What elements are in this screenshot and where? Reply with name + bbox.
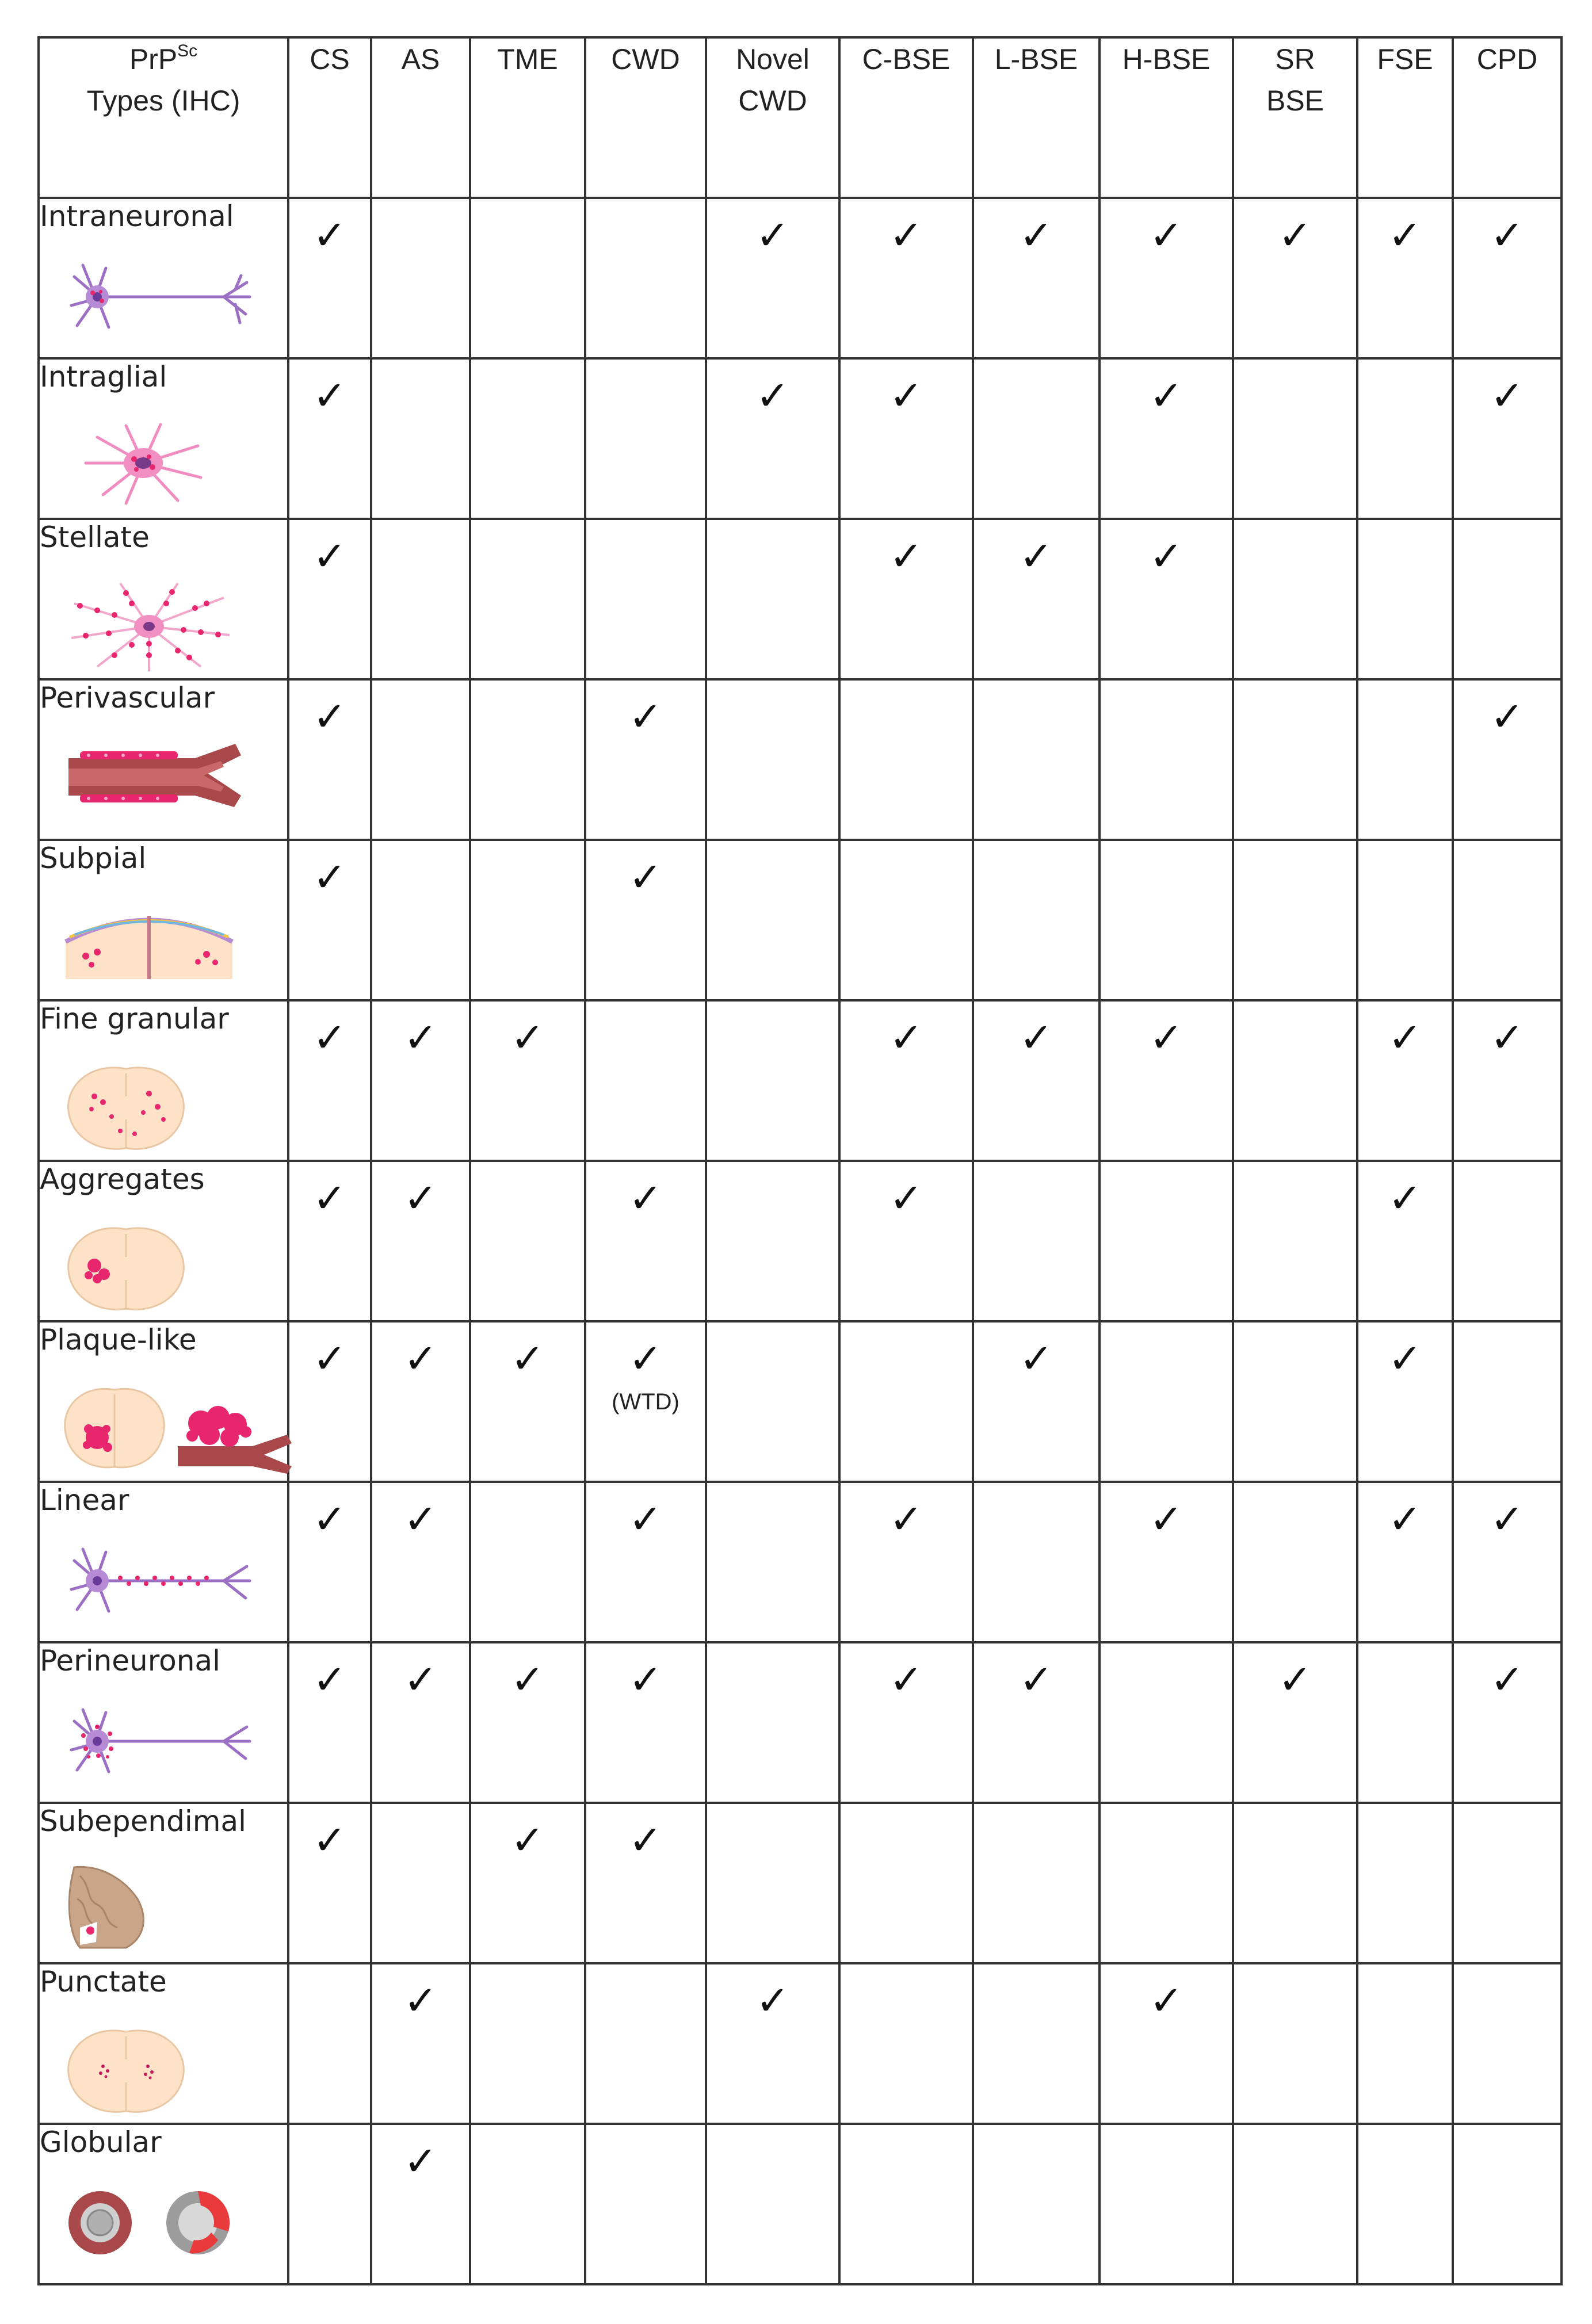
- check-mark-icon: ✓: [403, 1014, 438, 1061]
- header-col-line1: CWD: [611, 43, 680, 75]
- cell-h-bse: [1099, 1803, 1233, 1963]
- cell-tme: [470, 679, 585, 840]
- check-mark-icon: ✓: [628, 854, 663, 901]
- cell-fse: [1357, 1963, 1453, 2124]
- cell-novel-cwd: [706, 1642, 839, 1803]
- cell-c-bse: [839, 1642, 973, 1803]
- type-cell: [39, 519, 288, 679]
- neuron-linear-icon: [63, 1543, 258, 1621]
- cell-l-bse: [973, 1161, 1099, 1321]
- type-cell: [39, 198, 288, 358]
- check-mark-icon: ✓: [510, 1014, 545, 1061]
- header-col-line1: TME: [497, 43, 558, 75]
- table-row: [39, 1161, 1562, 1321]
- cell-novel-cwd: [706, 1803, 839, 1963]
- brain-surface-icon: [63, 901, 235, 985]
- cell-novel-cwd: [706, 198, 839, 358]
- header-col-cs: [288, 37, 371, 198]
- cell-as: [371, 1161, 470, 1321]
- cell-as: [371, 2124, 470, 2284]
- cell-l-bse: [973, 840, 1099, 1000]
- header-types-ihc: Types (IHC): [86, 85, 240, 117]
- cell-cs: [288, 679, 371, 840]
- cell-novel-cwd: [706, 679, 839, 840]
- cell-novel-cwd: [706, 1161, 839, 1321]
- cell-cs: [288, 1963, 371, 2124]
- cell-tme: [470, 198, 585, 358]
- cell-cpd: [1453, 840, 1562, 1000]
- cell-cwd: [585, 1963, 706, 2124]
- cell-cpd: [1453, 1482, 1562, 1642]
- check-mark-icon: ✓: [1278, 1656, 1312, 1703]
- check-mark-icon: ✓: [755, 212, 790, 259]
- cell-fse: [1357, 2124, 1453, 2284]
- cell-l-bse: [973, 679, 1099, 840]
- table-row: [39, 2124, 1562, 2284]
- prion-types-table: [37, 36, 1563, 2285]
- table-row: [39, 1482, 1562, 1642]
- cell-cpd: [1453, 198, 1562, 358]
- check-mark-icon: ✓: [889, 1656, 923, 1703]
- cell-c-bse: [839, 1803, 973, 1963]
- neuron-icon: [63, 259, 258, 337]
- check-mark-icon: ✓: [628, 1335, 663, 1382]
- cell-tme: [470, 840, 585, 1000]
- header-col-line1: H-BSE: [1122, 43, 1211, 75]
- type-cell: [39, 840, 288, 1000]
- header-col-line2: BSE: [1266, 85, 1324, 117]
- cell-l-bse: [973, 358, 1099, 519]
- cell-tme: [470, 1642, 585, 1803]
- cell-as: [371, 679, 470, 840]
- cell-note: (WTD): [612, 1389, 679, 1415]
- table-row: [39, 358, 1562, 519]
- type-cell: [39, 1000, 288, 1161]
- type-cell: [39, 1161, 288, 1321]
- cell-tme: [470, 2124, 585, 2284]
- cell-novel-cwd: [706, 1321, 839, 1482]
- blood-vessel-icon: [63, 741, 247, 813]
- cell-cwd: [585, 519, 706, 679]
- cell-cpd: [1453, 519, 1562, 679]
- cell-l-bse: [973, 1803, 1099, 1963]
- check-mark-icon: ✓: [403, 1335, 438, 1382]
- cell-cwd: [585, 2124, 706, 2284]
- cell-h-bse: [1099, 840, 1233, 1000]
- check-mark-icon: ✓: [889, 1175, 923, 1222]
- cell-l-bse: [973, 1963, 1099, 2124]
- type-label: Globular: [40, 2126, 162, 2159]
- type-label: Intraglial: [40, 360, 167, 393]
- header-col-line1: Novel: [736, 43, 810, 75]
- cell-l-bse: [973, 519, 1099, 679]
- header-col-tme: [470, 37, 585, 198]
- header-col-fse: [1357, 37, 1453, 198]
- cell-sr-bse: [1233, 198, 1357, 358]
- check-mark-icon: ✓: [1149, 1977, 1183, 2024]
- cell-c-bse: [839, 1161, 973, 1321]
- cell-cwd: [585, 840, 706, 1000]
- cell-sr-bse: [1233, 1000, 1357, 1161]
- cell-cwd: [585, 1161, 706, 1321]
- table-row: [39, 1803, 1562, 1963]
- cell-as: [371, 358, 470, 519]
- check-mark-icon: ✓: [1490, 372, 1524, 419]
- table-row: [39, 1000, 1562, 1161]
- check-mark-icon: ✓: [312, 1656, 347, 1703]
- cell-tme: [470, 1161, 585, 1321]
- check-mark-icon: ✓: [510, 1335, 545, 1382]
- check-mark-icon: ✓: [1149, 533, 1183, 580]
- check-mark-icon: ✓: [628, 1175, 663, 1222]
- type-label: Linear: [40, 1484, 129, 1517]
- cell-fse: [1357, 679, 1453, 840]
- header-col-l-bse: [973, 37, 1099, 198]
- cell-c-bse: [839, 1000, 973, 1161]
- cell-h-bse: [1099, 1161, 1233, 1321]
- check-mark-icon: ✓: [403, 2138, 438, 2185]
- cell-cpd: [1453, 1161, 1562, 1321]
- cell-cs: [288, 1482, 371, 1642]
- check-mark-icon: ✓: [1019, 1335, 1053, 1382]
- cell-tme: [470, 519, 585, 679]
- header-col-line1: L-BSE: [994, 43, 1078, 75]
- type-label: Perivascular: [40, 681, 215, 714]
- cell-sr-bse: [1233, 358, 1357, 519]
- check-mark-icon: ✓: [1019, 533, 1053, 580]
- cell-tme: [470, 1000, 585, 1161]
- cell-tme: [470, 1321, 585, 1482]
- header-col-novel-cwd: [706, 37, 839, 198]
- cell-cpd: [1453, 358, 1562, 519]
- cell-c-bse: [839, 679, 973, 840]
- check-mark-icon: ✓: [312, 1014, 347, 1061]
- header-col-sr-bse: [1233, 37, 1357, 198]
- cell-l-bse: [973, 1482, 1099, 1642]
- check-mark-icon: ✓: [1149, 1496, 1183, 1543]
- cell-fse: [1357, 1642, 1453, 1803]
- header-prpsc-sup: Sc: [177, 41, 198, 60]
- cell-cpd: [1453, 1642, 1562, 1803]
- cell-sr-bse: [1233, 1161, 1357, 1321]
- type-cell: [39, 1642, 288, 1803]
- cell-cs: [288, 519, 371, 679]
- check-mark-icon: ✓: [403, 1656, 438, 1703]
- table-row: [39, 198, 1562, 358]
- cell-l-bse: [973, 1321, 1099, 1482]
- cell-cs: [288, 2124, 371, 2284]
- check-mark-icon: ✓: [1388, 1335, 1422, 1382]
- check-mark-icon: ✓: [312, 1175, 347, 1222]
- check-mark-icon: ✓: [1278, 212, 1312, 259]
- cell-cpd: [1453, 1803, 1562, 1963]
- table-body: [39, 198, 1562, 2284]
- tissue-section-punctate-icon: [63, 2025, 189, 2120]
- cell-c-bse: [839, 358, 973, 519]
- check-mark-icon: ✓: [1388, 1014, 1422, 1061]
- cell-h-bse: [1099, 1963, 1233, 2124]
- check-mark-icon: ✓: [312, 372, 347, 419]
- globular-icon: [63, 2185, 235, 2263]
- cell-c-bse: [839, 519, 973, 679]
- cell-cs: [288, 358, 371, 519]
- check-mark-icon: ✓: [889, 372, 923, 419]
- check-mark-icon: ✓: [1490, 1656, 1524, 1703]
- type-cell: [39, 1803, 288, 1963]
- header-col-line1: CPD: [1476, 43, 1538, 75]
- cell-h-bse: [1099, 2124, 1233, 2284]
- type-label: Aggregates: [40, 1163, 205, 1196]
- cell-cs: [288, 1161, 371, 1321]
- plaque-icon: [63, 1383, 293, 1478]
- cell-tme: [470, 1482, 585, 1642]
- table-row: [39, 519, 1562, 679]
- cell-cwd: [585, 1321, 706, 1482]
- cell-fse: [1357, 1000, 1453, 1161]
- type-cell: [39, 679, 288, 840]
- check-mark-icon: ✓: [1388, 1175, 1422, 1222]
- cell-as: [371, 840, 470, 1000]
- cell-sr-bse: [1233, 1482, 1357, 1642]
- header-col-cpd: [1453, 37, 1562, 198]
- header-col-line1: CS: [310, 43, 350, 75]
- check-mark-icon: ✓: [628, 1656, 663, 1703]
- check-mark-icon: ✓: [1490, 1496, 1524, 1543]
- check-mark-icon: ✓: [1019, 1014, 1053, 1061]
- cell-h-bse: [1099, 198, 1233, 358]
- check-mark-icon: ✓: [889, 1014, 923, 1061]
- check-mark-icon: ✓: [312, 1496, 347, 1543]
- cell-tme: [470, 1963, 585, 2124]
- cell-c-bse: [839, 1963, 973, 2124]
- check-mark-icon: ✓: [1149, 212, 1183, 259]
- check-mark-icon: ✓: [889, 212, 923, 259]
- cell-as: [371, 519, 470, 679]
- check-mark-icon: ✓: [1490, 693, 1524, 740]
- cell-cs: [288, 1642, 371, 1803]
- check-mark-icon: ✓: [312, 1817, 347, 1864]
- table-row: [39, 679, 1562, 840]
- check-mark-icon: ✓: [1019, 1656, 1053, 1703]
- cell-tme: [470, 1803, 585, 1963]
- type-label: Subpial: [40, 842, 147, 875]
- cell-sr-bse: [1233, 2124, 1357, 2284]
- header-col-as: [371, 37, 470, 198]
- cell-l-bse: [973, 198, 1099, 358]
- check-mark-icon: ✓: [889, 533, 923, 580]
- header-prpsc: PrP: [129, 43, 178, 75]
- check-mark-icon: ✓: [1388, 1496, 1422, 1543]
- cell-cwd: [585, 679, 706, 840]
- cell-sr-bse: [1233, 840, 1357, 1000]
- header-col-line1: C-BSE: [862, 43, 950, 75]
- cell-cwd: [585, 1482, 706, 1642]
- check-mark-icon: ✓: [510, 1817, 545, 1864]
- cell-novel-cwd: [706, 1963, 839, 2124]
- cell-sr-bse: [1233, 1321, 1357, 1482]
- cell-as: [371, 1963, 470, 2124]
- check-mark-icon: ✓: [1490, 212, 1524, 259]
- cell-novel-cwd: [706, 840, 839, 1000]
- cell-as: [371, 1482, 470, 1642]
- cell-sr-bse: [1233, 1963, 1357, 2124]
- check-mark-icon: ✓: [312, 854, 347, 901]
- type-label: Plaque-like: [40, 1323, 197, 1356]
- tissue-section-aggregates-icon: [63, 1222, 189, 1317]
- type-label: Perineuronal: [40, 1644, 220, 1677]
- cell-c-bse: [839, 1321, 973, 1482]
- header-col-h-bse: [1099, 37, 1233, 198]
- tissue-section-fine-granular-icon: [63, 1062, 189, 1157]
- type-label: Stellate: [40, 521, 150, 554]
- cell-h-bse: [1099, 1642, 1233, 1803]
- cell-h-bse: [1099, 679, 1233, 840]
- cell-cwd: [585, 358, 706, 519]
- check-mark-icon: ✓: [403, 1977, 438, 2024]
- cell-fse: [1357, 1161, 1453, 1321]
- cell-c-bse: [839, 2124, 973, 2284]
- cell-c-bse: [839, 1482, 973, 1642]
- header-col-line1: SR: [1275, 43, 1315, 75]
- header-col-cwd: [585, 37, 706, 198]
- cell-sr-bse: [1233, 679, 1357, 840]
- table-row: [39, 1963, 1562, 2124]
- check-mark-icon: ✓: [1149, 372, 1183, 419]
- cell-cpd: [1453, 1963, 1562, 2124]
- check-mark-icon: ✓: [312, 212, 347, 259]
- type-cell: [39, 1963, 288, 2124]
- cell-fse: [1357, 358, 1453, 519]
- table-row: [39, 1642, 1562, 1803]
- cell-fse: [1357, 840, 1453, 1000]
- cell-cpd: [1453, 679, 1562, 840]
- cell-novel-cwd: [706, 519, 839, 679]
- cell-as: [371, 1000, 470, 1161]
- cell-as: [371, 1321, 470, 1482]
- check-mark-icon: ✓: [312, 533, 347, 580]
- cell-novel-cwd: [706, 358, 839, 519]
- cell-cwd: [585, 198, 706, 358]
- cell-tme: [470, 358, 585, 519]
- table-row: [39, 1321, 1562, 1482]
- glial-cell-icon: [63, 420, 224, 509]
- type-label: Intraneuronal: [40, 200, 234, 233]
- cell-h-bse: [1099, 1321, 1233, 1482]
- cell-fse: [1357, 519, 1453, 679]
- cell-novel-cwd: [706, 1482, 839, 1642]
- cell-cs: [288, 1000, 371, 1161]
- cell-cwd: [585, 1000, 706, 1161]
- type-label: Subependimal: [40, 1805, 246, 1838]
- cell-as: [371, 1642, 470, 1803]
- check-mark-icon: ✓: [1149, 1014, 1183, 1061]
- cell-fse: [1357, 1482, 1453, 1642]
- cell-novel-cwd: [706, 1000, 839, 1161]
- cell-cs: [288, 198, 371, 358]
- type-cell: [39, 1321, 288, 1482]
- check-mark-icon: ✓: [312, 693, 347, 740]
- table-row: [39, 840, 1562, 1000]
- type-label: Punctate: [40, 1965, 167, 1998]
- check-mark-icon: ✓: [1019, 212, 1053, 259]
- type-cell: [39, 1482, 288, 1642]
- header-row: [39, 37, 1562, 198]
- cell-c-bse: [839, 198, 973, 358]
- cell-h-bse: [1099, 1482, 1233, 1642]
- cell-l-bse: [973, 1000, 1099, 1161]
- cell-fse: [1357, 1321, 1453, 1482]
- type-label: Fine granular: [40, 1002, 229, 1035]
- check-mark-icon: ✓: [510, 1656, 545, 1703]
- neuron-perineuronal-icon: [63, 1704, 258, 1782]
- check-mark-icon: ✓: [1490, 1014, 1524, 1061]
- cell-l-bse: [973, 2124, 1099, 2284]
- check-mark-icon: ✓: [755, 1977, 790, 2024]
- cell-cwd: [585, 1642, 706, 1803]
- check-mark-icon: ✓: [628, 1817, 663, 1864]
- cell-cpd: [1453, 1321, 1562, 1482]
- header-type-column: [39, 37, 288, 198]
- check-mark-icon: ✓: [1388, 212, 1422, 259]
- cell-fse: [1357, 198, 1453, 358]
- cell-as: [371, 198, 470, 358]
- cell-h-bse: [1099, 1000, 1233, 1161]
- header-col-c-bse: [839, 37, 973, 198]
- type-cell: [39, 2124, 288, 2284]
- cell-sr-bse: [1233, 1803, 1357, 1963]
- check-mark-icon: ✓: [889, 1496, 923, 1543]
- stellate-cell-icon: [63, 580, 235, 675]
- cell-cpd: [1453, 2124, 1562, 2284]
- cell-sr-bse: [1233, 519, 1357, 679]
- cell-novel-cwd: [706, 2124, 839, 2284]
- type-cell: [39, 358, 288, 519]
- cell-h-bse: [1099, 519, 1233, 679]
- cell-l-bse: [973, 1642, 1099, 1803]
- header-col-line1: FSE: [1377, 43, 1433, 75]
- cell-cwd: [585, 1803, 706, 1963]
- check-mark-icon: ✓: [755, 372, 790, 419]
- check-mark-icon: ✓: [628, 1496, 663, 1543]
- cell-cs: [288, 1321, 371, 1482]
- check-mark-icon: ✓: [628, 693, 663, 740]
- check-mark-icon: ✓: [403, 1175, 438, 1222]
- cell-h-bse: [1099, 358, 1233, 519]
- check-mark-icon: ✓: [403, 1496, 438, 1543]
- cell-cs: [288, 1803, 371, 1963]
- cell-c-bse: [839, 840, 973, 1000]
- brain-slice-icon: [63, 1864, 155, 1954]
- cell-sr-bse: [1233, 1642, 1357, 1803]
- cell-cpd: [1453, 1000, 1562, 1161]
- cell-as: [371, 1803, 470, 1963]
- header-col-line1: AS: [401, 43, 440, 75]
- cell-cs: [288, 840, 371, 1000]
- header-col-line2: CWD: [738, 85, 807, 117]
- cell-fse: [1357, 1803, 1453, 1963]
- check-mark-icon: ✓: [312, 1335, 347, 1382]
